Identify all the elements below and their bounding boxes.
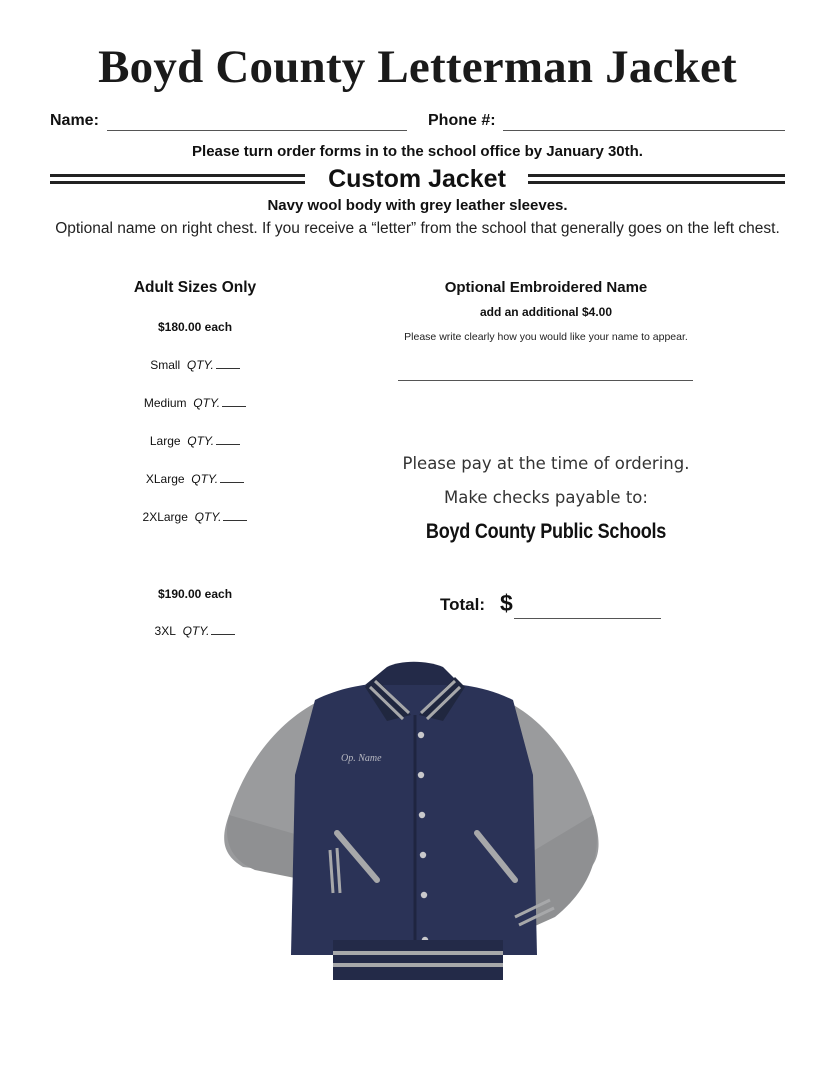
qty-label: QTY.: [194, 510, 222, 524]
name-label: Name:: [50, 112, 99, 129]
phone-field[interactable]: [503, 130, 785, 131]
size-row: [95, 510, 295, 524]
size-label: XLarge: [145, 472, 185, 486]
name-field[interactable]: [107, 130, 407, 131]
sizes-heading: Adult Sizes Only: [133, 279, 257, 296]
jacket-chest-text: Op. Name: [341, 753, 382, 764]
embroidery-instruction: Please write clearly how you would like your name to appear.: [404, 331, 688, 343]
size-row: [95, 472, 295, 486]
size-row: [95, 434, 295, 448]
section-subheading: Navy wool body with grey leather sleeves.: [267, 197, 568, 214]
total-field[interactable]: [514, 618, 661, 619]
deadline-note: Please turn order forms in to the school office by January 30th.: [192, 143, 643, 160]
section-description: Optional name on right chest. If you receive a “letter” from the school that generally goes on the left chest.: [55, 220, 780, 237]
section-heading: Custom Jacket: [328, 165, 506, 193]
divider-left: [50, 174, 305, 184]
jacket-image: [215, 655, 610, 990]
payee-name: Boyd County Public Schools: [425, 520, 667, 543]
price-tier-1: $180.00 each: [157, 320, 233, 334]
qty-label: QTY.: [193, 396, 221, 410]
size-row: [95, 624, 295, 638]
payable-note: Make checks payable to:: [444, 488, 648, 507]
qty-label: QTY.: [182, 624, 210, 638]
qty-label: QTY.: [186, 358, 214, 372]
size-label: Medium: [143, 396, 187, 410]
divider-right: [528, 174, 785, 184]
total-label: Total:: [440, 595, 486, 614]
qty-field-large[interactable]: [216, 434, 240, 445]
embroidery-name-field[interactable]: [398, 380, 693, 381]
page-title: Boyd County Letterman Jacket: [98, 41, 737, 93]
phone-label: Phone #:: [428, 112, 496, 129]
size-row: [95, 396, 295, 410]
qty-label: QTY.: [191, 472, 219, 486]
currency-symbol: $: [500, 590, 513, 616]
qty-field-2xlarge[interactable]: [223, 510, 247, 521]
qty-field-xlarge[interactable]: [220, 472, 244, 483]
qty-field-small[interactable]: [216, 358, 240, 369]
qty-field-3xl[interactable]: [211, 624, 235, 635]
size-label: 2XLarge: [142, 510, 188, 524]
size-row: [95, 358, 295, 372]
embroidery-heading: Optional Embroidered Name: [444, 279, 648, 296]
price-tier-2: $190.00 each: [157, 587, 233, 601]
size-label: Small: [150, 358, 181, 372]
embroidery-price: add an additional $4.00: [479, 305, 613, 319]
qty-field-medium[interactable]: [222, 396, 246, 407]
size-label: 3XL: [154, 624, 176, 638]
qty-label: QTY.: [187, 434, 215, 448]
size-label: Large: [149, 434, 181, 448]
payment-note: Please pay at the time of ordering.: [402, 454, 690, 473]
